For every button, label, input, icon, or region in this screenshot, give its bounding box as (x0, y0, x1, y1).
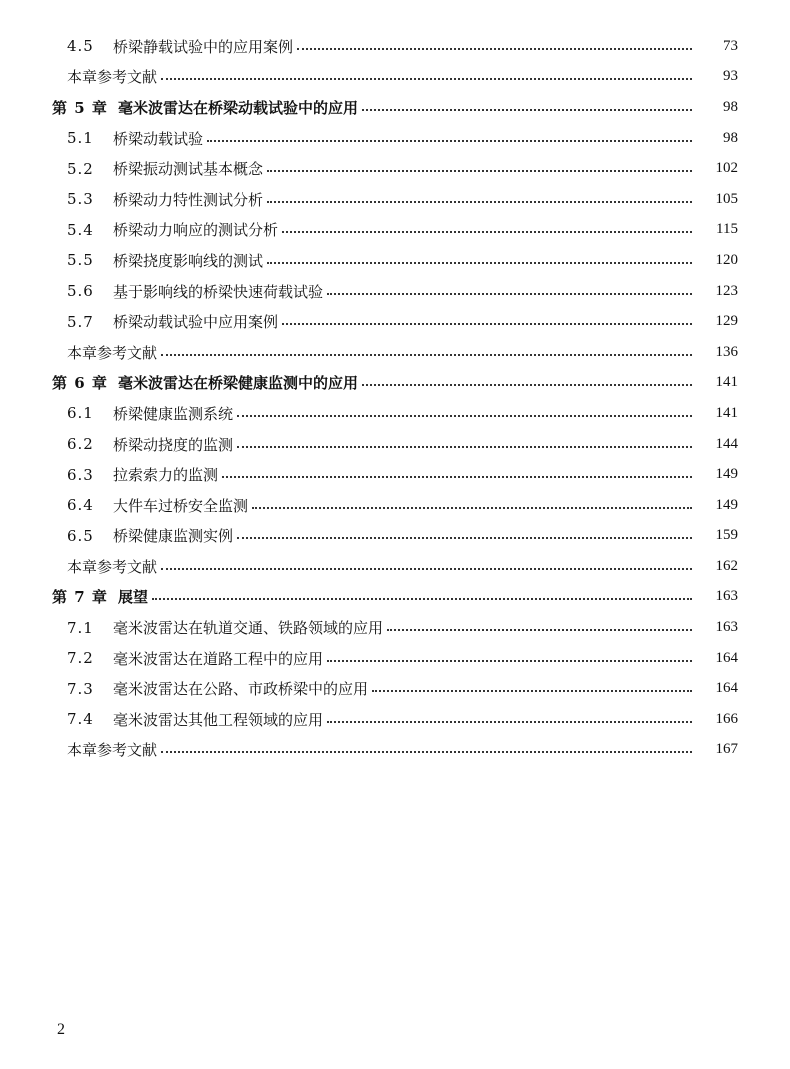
toc-chapter-entry[interactable] (0, 368, 790, 399)
toc-entry-page: 141 (715, 404, 738, 421)
toc-section-entry[interactable] (0, 704, 790, 735)
toc-entry-page: 167 (715, 741, 738, 758)
dot-leader (327, 720, 692, 723)
toc-entry-title: 桥梁挠度影响线的测试 (113, 251, 264, 270)
toc-section-entry[interactable] (0, 245, 790, 276)
toc-entry-title: 毫米波雷达在桥梁动载试验中的应用 (118, 98, 359, 117)
dot-leader (282, 230, 692, 233)
toc-entry-title: 桥梁静载试验中的应用案例 (113, 37, 294, 56)
toc-entry-number: 6.3 (67, 465, 94, 484)
toc-entry-title: 桥梁动挠度的监测 (113, 435, 234, 454)
dot-leader (237, 414, 692, 417)
toc-entry-title: 桥梁动力响应的测试分析 (113, 221, 279, 240)
toc-entry-page: 144 (715, 435, 738, 452)
toc-entry-number: 5.5 (67, 251, 94, 270)
toc-section-entry[interactable] (0, 643, 790, 674)
dot-leader (362, 383, 692, 386)
toc-entry-number: 6.2 (67, 435, 94, 454)
toc-section-entry[interactable] (0, 398, 790, 429)
toc-entry-page: 105 (715, 190, 738, 207)
toc-entry-number: 7.3 (67, 679, 94, 698)
dot-leader (327, 292, 692, 295)
toc-entry-number: 第 6 章 (52, 374, 108, 393)
toc-section-entry[interactable] (0, 215, 790, 246)
toc-entry-page: 123 (715, 282, 738, 299)
toc-chapter-entry[interactable] (0, 92, 790, 123)
toc-entry-title: 本章参考文献 (67, 68, 158, 87)
toc-entry-page: 164 (715, 649, 738, 666)
dot-leader (267, 261, 692, 264)
toc-entry-title: 毫米波雷达其他工程领域的应用 (113, 710, 324, 729)
toc-entry-number: 6.5 (67, 526, 94, 545)
toc-entry-page: 120 (715, 251, 738, 268)
toc-entry-title: 桥梁振动测试基本概念 (113, 160, 264, 179)
toc-section-entry[interactable] (0, 184, 790, 215)
toc-entry-title: 桥梁动力特性测试分析 (113, 190, 264, 209)
toc-entry-number: 第 5 章 (52, 98, 108, 117)
toc-entry-page: 73 (723, 37, 738, 54)
toc-entry-page: 129 (715, 313, 738, 330)
toc-section-entry[interactable] (0, 123, 790, 154)
dot-leader (387, 628, 692, 631)
toc-entry-page: 93 (723, 68, 738, 85)
toc-entry-title: 桥梁健康监测系统 (113, 404, 234, 423)
toc-entry-title: 拉索索力的监测 (113, 466, 219, 485)
toc-section-entry[interactable] (0, 31, 790, 62)
dot-leader (267, 169, 692, 172)
table-of-contents (0, 31, 790, 765)
toc-references-entry[interactable] (0, 62, 790, 93)
toc-entry-number: 5.1 (67, 129, 94, 148)
page-number: 2 (57, 1021, 65, 1038)
dot-leader (297, 47, 692, 50)
toc-chapter-entry[interactable] (0, 582, 790, 613)
toc-entry-page: 159 (715, 527, 738, 544)
toc-entry-number: 5.7 (67, 312, 94, 331)
toc-references-entry[interactable] (0, 735, 790, 766)
toc-entry-number: 6.4 (67, 496, 94, 515)
dot-leader (267, 200, 692, 203)
toc-entry-title: 本章参考文献 (67, 741, 158, 760)
toc-entry-title: 桥梁动载试验中应用案例 (113, 313, 279, 332)
toc-entry-title: 本章参考文献 (67, 557, 158, 576)
toc-entry-number: 7.4 (67, 710, 94, 729)
dot-leader (282, 322, 692, 325)
toc-section-entry[interactable] (0, 153, 790, 184)
dot-leader (161, 567, 692, 570)
dot-leader (237, 445, 692, 448)
toc-entry-number: 5.2 (67, 159, 94, 178)
toc-section-entry[interactable] (0, 612, 790, 643)
dot-leader (252, 506, 692, 509)
toc-entry-number: 4.5 (67, 37, 94, 56)
toc-entry-page: 149 (715, 496, 738, 513)
toc-entry-page: 98 (723, 98, 738, 115)
toc-entry-number: 第 7 章 (52, 588, 108, 607)
toc-entry-page: 102 (715, 160, 738, 177)
toc-section-entry[interactable] (0, 429, 790, 460)
toc-references-entry[interactable] (0, 337, 790, 368)
dot-leader (161, 353, 692, 356)
toc-entry-title: 桥梁动载试验 (113, 129, 204, 148)
toc-entry-title: 毫米波雷达在公路、市政桥梁中的应用 (113, 680, 369, 699)
dot-leader (372, 689, 692, 692)
toc-references-entry[interactable] (0, 551, 790, 582)
toc-entry-page: 141 (715, 374, 738, 391)
toc-entry-title: 桥梁健康监测实例 (113, 527, 234, 546)
toc-entry-number: 5.3 (67, 190, 94, 209)
toc-section-entry[interactable] (0, 459, 790, 490)
toc-section-entry[interactable] (0, 490, 790, 521)
toc-entry-page: 163 (715, 619, 738, 636)
toc-section-entry[interactable] (0, 673, 790, 704)
dot-leader (161, 750, 692, 753)
dot-leader (327, 659, 692, 662)
toc-entry-number: 7.2 (67, 649, 94, 668)
toc-entry-number: 5.6 (67, 282, 94, 301)
toc-entry-page: 166 (715, 710, 738, 727)
toc-entry-page: 136 (715, 343, 738, 360)
toc-entry-title: 毫米波雷达在轨道交通、铁路领域的应用 (113, 619, 384, 638)
toc-entry-page: 163 (715, 588, 738, 605)
toc-entry-title: 基于影响线的桥梁快速荷载试验 (113, 282, 324, 301)
dot-leader (152, 597, 692, 600)
dot-leader (237, 536, 692, 539)
dot-leader (222, 475, 692, 478)
dot-leader (207, 139, 692, 142)
toc-entry-page: 149 (715, 466, 738, 483)
toc-entry-title: 毫米波雷达在道路工程中的应用 (113, 649, 324, 668)
toc-entry-page: 164 (715, 680, 738, 697)
toc-entry-page: 98 (723, 129, 738, 146)
toc-entry-number: 6.1 (67, 404, 94, 423)
toc-entry-title: 本章参考文献 (67, 343, 158, 362)
toc-section-entry[interactable] (0, 276, 790, 307)
toc-entry-number: 5.4 (67, 220, 94, 239)
toc-section-entry[interactable] (0, 521, 790, 552)
toc-entry-title: 毫米波雷达在桥梁健康监测中的应用 (118, 374, 359, 393)
toc-entry-number: 7.1 (67, 618, 94, 637)
dot-leader (161, 77, 692, 80)
toc-section-entry[interactable] (0, 306, 790, 337)
dot-leader (362, 108, 692, 111)
toc-entry-title: 大件车过桥安全监测 (113, 496, 249, 515)
toc-entry-title: 展望 (118, 588, 149, 607)
toc-entry-page: 115 (716, 221, 738, 238)
toc-entry-page: 162 (715, 557, 738, 574)
